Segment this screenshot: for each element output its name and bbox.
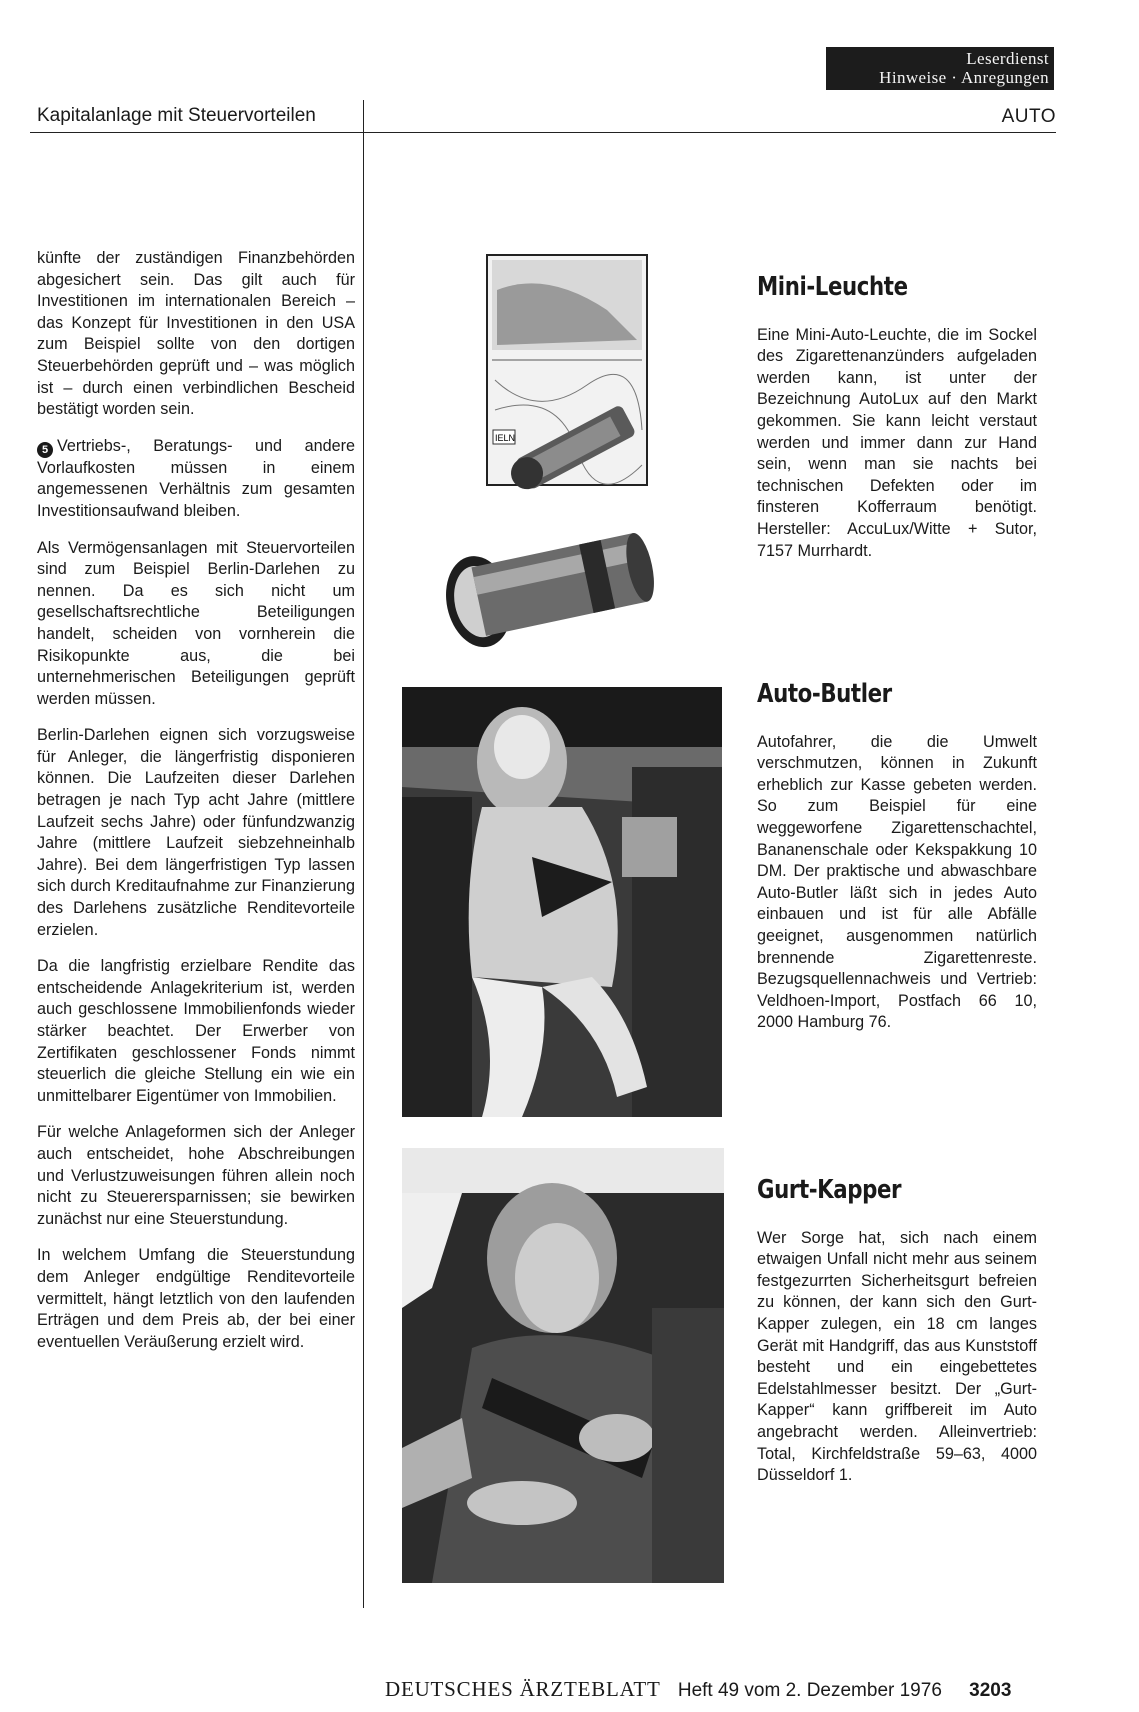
issue-info: Heft 49 vom 2. Dezember 1976 (677, 1680, 942, 1701)
article-mini-leuchte (757, 272, 1037, 562)
column-divider (363, 100, 364, 1608)
article-title: Mini-Leuchte (757, 272, 908, 302)
article-body: Eine Mini-Auto-Leuchte, die im Sockel des Zigarettenanzünders aufgeladen werden kann, ist unter der Bezeichnung AutoLux auf den Markt gekommen. Sie kann leicht verstaut werden und immer dann zur Hand sein, wenn man sie nachts bei technischen Defekten oder im finsteren Kofferraum benötigt. Hersteller: AccuLux/Witte + Sutor, 7157 Murrhardt. (757, 325, 1037, 560)
paragraph: Als Vermögensanlagen mit Steuervorteilen sind zum Beispiel Berlin-Darlehen zu nennen. Da es sich nicht um gesellschaftsrechtliche Beteiligungen handelt, scheiden von vornherein die Risikopunkte aus, die bei unternehmerischen Beteiligungen geprüft werden müssen. (37, 538, 355, 708)
article-gurt-kapper (757, 1175, 1037, 1487)
page-footer (385, 1677, 1011, 1702)
article-title: Auto-Butler (757, 679, 892, 709)
section-title-right: AUTO (1001, 106, 1056, 127)
photo-auto-butler (402, 687, 722, 1117)
leserdienst-badge (826, 47, 1054, 90)
page-number: 3203 (969, 1680, 1012, 1701)
section-title-left: Kapitalanlage mit Steuervorteilen (37, 105, 316, 126)
photo-gurt-kapper (402, 1148, 724, 1583)
magazine-name: DEUTSCHES ÄRZTEBLATT (385, 1677, 661, 1701)
paragraph: Berlin-Darlehen eignen sich vorzugsweise für Anleger, die längerfristig disponieren können. Die Laufzeiten dieser Darlehen betragen je nach Typ acht Jahre (mittlere Laufzeit sechs Jahre) oder fünfundzwanzig Jahre (mittlere Laufzeit siebzehneinhalb Jahre). Bei dem längerfristigen Typ lassen sich durch Kreditaufnahme zur Finanzierung des Darlehens zusätzliche Renditevorteile erzielen. (37, 726, 355, 939)
header-rule-left (30, 132, 364, 133)
article-auto-butler (757, 679, 1037, 1034)
paragraph-text: Vertriebs-, Beratungs- und andere Vorlaufkosten müssen in einem angemessenen Verhältnis zum gesamten Investitionsaufwand bleiben. (37, 436, 355, 520)
badge-line-1: Leserdienst (966, 49, 1049, 68)
paragraph: künfte der zuständigen Finanzbehörden abgesichert sein. Das gilt auch für Investitionen im internationalen Bereich – das Konzept für Investitionen in den USA zum Beispiel sollte von den dortigen Steuerbehörden geprüft und – was möglich ist – durch einen verbindlichen Bescheid bestätigt worden sein. (37, 249, 355, 419)
paragraph: In welchem Umfang die Steuerstundung dem Anleger endgültige Renditevorteile vermittelt, hängt letztlich von den laufenden Erträgen und dem Preis ab, der bei einer eventuellen Veräußerung erzielt wird. (37, 1246, 355, 1351)
article-title: Gurt-Kapper (757, 1175, 902, 1205)
map-label: IELN (495, 433, 516, 443)
paragraph (37, 436, 355, 523)
article-body: Autofahrer, die die Umwelt verschmutzen, können in Zukunft erheblich zur Kasse gebeten werden. So zum Beispiel für eine weggeworfene Zigarettenschachtel, Bananenschale oder Kekspakkung 10 DM. Der praktische und abwaschbare Auto-Butler läßt sich in jedes Auto einbauen und ist für alle Abfälle geeignet, ausgenommen natürlich brennende Zigarettenreste. Bezugsquellennachweis und Vertrieb: Veldhoen-Import, Postfach 66 10, 2000 Hamburg 76. (757, 732, 1037, 1032)
paragraph: Da die langfristig erzielbare Rendite das entscheidende Anlagekriterium ist, werden auch geschlossene Immobilienfonds wieder stärker beachtet. Der Erwerber von Zertifikaten geschlossener Fonds nimmt steuerlich die gleiche Stellung ein wie ein unmittelbarer Eigentümer von Immobilien. (37, 957, 355, 1105)
header-rule-right (364, 132, 1056, 133)
badge-line-2: Hinweise · Anregungen (879, 68, 1049, 87)
photo-mini-leuchte (437, 250, 732, 660)
article-body: Wer Sorge hat, sich nach einem etwaigen Unfall nicht mehr aus seinem festgezurrten Sicherheitsgurt befreien zu können, der kann sich den Gurt-Kapper zulegen, ein 18 cm langes Gerät mit Handgriff, das aus Kunststoff besteht und ein eingebettetes Edelstahlmesser besitzt. Der „Gurt-Kapper“ kann griffbereit im Auto angebracht werden. Alleinvertrieb: Total, Kirchfeldstraße 59–63, 4000 Düsseldorf 1. (757, 1228, 1037, 1485)
paragraph: Für welche Anlageformen sich der Anleger auch entscheidet, hohe Abschreibungen und Verlustzuweisungen führen allein noch nicht zu Steuerersparnissen; sie bewirken zunächst nur eine Steuerstundung. (37, 1123, 355, 1228)
left-column (37, 248, 355, 1368)
numbered-bullet: 5 (37, 442, 53, 458)
